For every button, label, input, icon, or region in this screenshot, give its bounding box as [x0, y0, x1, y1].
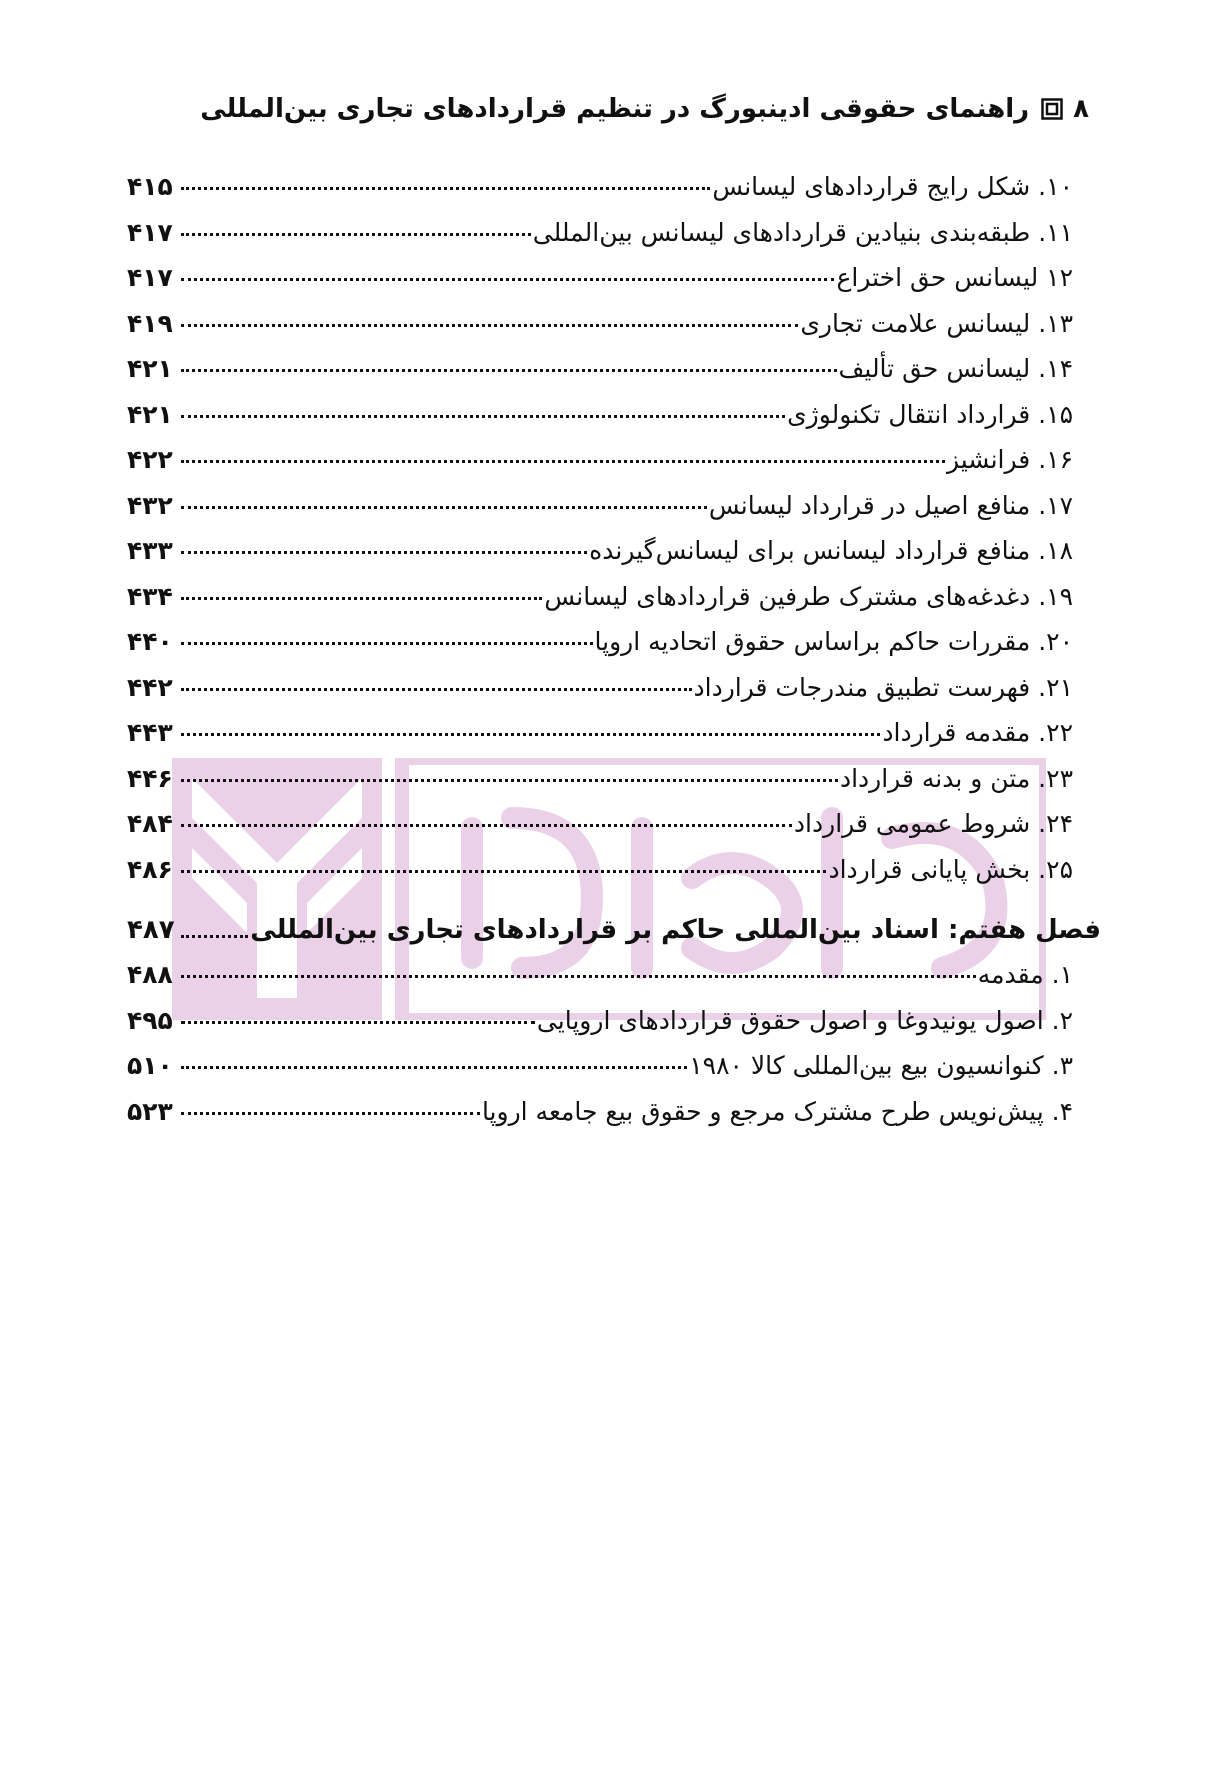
toc-entry-page: ۵۲۳	[127, 1096, 173, 1126]
toc-entry[interactable]	[127, 1006, 1073, 1052]
leader-dots	[181, 870, 826, 873]
leader-dots	[181, 187, 710, 190]
toc-entry-title: ۱۱. طبقه‌بندی بنیادین قراردادهای لیسانس بین‌المللی	[532, 217, 1073, 247]
leader-dots	[181, 278, 834, 281]
toc-entry-page: ۵۱۰	[127, 1051, 173, 1080]
toc-entry-page: ۴۸۶	[127, 854, 173, 884]
toc-entry[interactable]	[127, 536, 1073, 582]
leader-dots	[181, 1066, 687, 1069]
toc-entry-page: ۴۹۵	[127, 1005, 173, 1035]
toc-entry-page: ۴۴۲	[127, 672, 173, 702]
toc-chapter-heading[interactable]	[127, 900, 1101, 960]
toc-entry-page: ۴۳۴	[127, 581, 173, 611]
toc-entry-title: ۱۰. شکل رایج قراردادهای لیسانس	[712, 172, 1073, 201]
toc-entry-title: ۲. اصول یونیدوغا و اصول حقوق قراردادهای اروپایی	[536, 1005, 1073, 1035]
toc-entry[interactable]	[127, 491, 1073, 537]
toc-entry-page: ۴۱۹	[127, 308, 173, 338]
leader-dots	[181, 642, 593, 645]
chapter-title: فصل هفتم: اسناد بین‌المللی حاکم بر قراردادهای تجاری بین‌المللی	[250, 915, 1101, 945]
leader-dots	[181, 688, 692, 691]
leader-dots	[181, 1021, 535, 1024]
toc-entry[interactable]	[127, 960, 1073, 1006]
leader-dots	[181, 506, 707, 509]
leader-dots	[181, 733, 880, 736]
boxed-square-icon	[1041, 98, 1063, 120]
leader-dots	[181, 551, 587, 554]
leader-dots	[181, 1112, 480, 1115]
toc-entry-page: ۴۱۵	[127, 172, 173, 201]
toc-entry-title: ۲۰. مقررات حاکم براساس حقوق اتحادیه اروپا	[594, 627, 1073, 656]
leader-dots	[181, 824, 792, 827]
toc-entry-title: ۱۶. فرانشیز	[946, 445, 1073, 474]
leader-dots	[181, 975, 976, 978]
toc-entry-page: ۴۲۲	[127, 445, 173, 474]
toc-entry-page: ۴۱۷	[127, 217, 173, 247]
header-page-number: ۸	[1073, 94, 1089, 124]
toc-entry[interactable]	[127, 309, 1073, 355]
chapter-page: ۴۸۷	[127, 915, 175, 945]
toc-entry[interactable]	[127, 445, 1073, 491]
toc-entry[interactable]	[127, 855, 1073, 901]
table-of-contents	[127, 172, 1101, 1142]
toc-entry-page: ۴۸۴	[127, 809, 173, 838]
toc-entry[interactable]	[127, 400, 1073, 446]
leader-dots	[181, 415, 785, 418]
running-header	[120, 94, 1089, 124]
leader-dots	[181, 597, 542, 600]
toc-entry-title: ۲۲. مقدمه قرارداد	[882, 718, 1073, 747]
toc-entry-title: ۳. کنوانسیون بیع بین‌المللی کالا ۱۹۸۰	[689, 1051, 1073, 1080]
toc-entry[interactable]	[127, 582, 1073, 628]
toc-entry[interactable]	[127, 1097, 1073, 1143]
toc-entry-title: ۲۱. فهرست تطبیق مندرجات قرارداد	[693, 672, 1073, 702]
toc-entry-page: ۴۸۸	[127, 960, 173, 989]
toc-entry-title: ۲۵. بخش پایانی قرارداد	[828, 854, 1073, 884]
toc-entry-title: ۴. پیش‌نویس طرح مشترک مرجع و حقوق بیع جامعه اروپا	[481, 1096, 1073, 1126]
toc-entry-page: ۴۲۱	[127, 354, 173, 383]
toc-entry[interactable]	[127, 354, 1073, 400]
leader-dots	[181, 324, 798, 327]
toc-entry-page: ۴۴۳	[127, 718, 173, 747]
toc-entry-page: ۴۱۷	[127, 263, 173, 292]
toc-entry[interactable]	[127, 673, 1073, 719]
toc-entry-title: ۲۴. شروط عمومی قرارداد	[793, 809, 1073, 838]
toc-entry-page: ۴۳۲	[127, 490, 173, 520]
leader-dots	[181, 779, 838, 782]
toc-entry[interactable]	[127, 764, 1073, 810]
toc-entry-page: ۴۴۰	[127, 627, 173, 656]
leader-dots	[181, 935, 248, 938]
toc-entry-title: ۱. مقدمه	[977, 960, 1073, 989]
toc-entry-page: ۴۳۳	[127, 536, 173, 565]
toc-entry-title: ۱۴. لیسانس حق تألیف	[838, 354, 1073, 383]
toc-entry-title: ۱۲ لیسانس حق اختراع	[836, 263, 1073, 292]
toc-entry[interactable]	[127, 718, 1073, 764]
leader-dots	[181, 233, 531, 236]
toc-entry-title: ۱۹. دغدغه‌های مشترک طرفین قراردادهای لیسانس	[544, 581, 1073, 611]
toc-entry-title: ۱۸. منافع قرارداد لیسانس برای لیسانس‌گیرنده	[589, 536, 1073, 565]
header-title: راهنمای حقوقی ادینبورگ در تنظیم قراردادهای تجاری بین‌المللی	[200, 94, 1030, 124]
toc-entry-page: ۴۴۶	[127, 763, 173, 793]
toc-entry-title: ۱۵. قرارداد انتقال تکنولوژی	[787, 399, 1073, 429]
toc-entry[interactable]	[127, 263, 1073, 309]
leader-dots	[181, 369, 837, 372]
toc-entry-title: ۱۳. لیسانس علامت تجاری	[800, 308, 1073, 338]
toc-entry[interactable]	[127, 218, 1073, 264]
toc-entry-page: ۴۲۱	[127, 399, 173, 429]
toc-entry[interactable]	[127, 1051, 1073, 1097]
toc-entry[interactable]	[127, 172, 1073, 218]
toc-entry-title: ۱۷. منافع اصیل در قرارداد لیسانس	[708, 490, 1073, 520]
toc-entry-title: ۲۳. متن و بدنه قرارداد	[839, 763, 1073, 793]
toc-entry[interactable]	[127, 627, 1073, 673]
leader-dots	[181, 460, 945, 463]
toc-entry[interactable]	[127, 809, 1073, 855]
